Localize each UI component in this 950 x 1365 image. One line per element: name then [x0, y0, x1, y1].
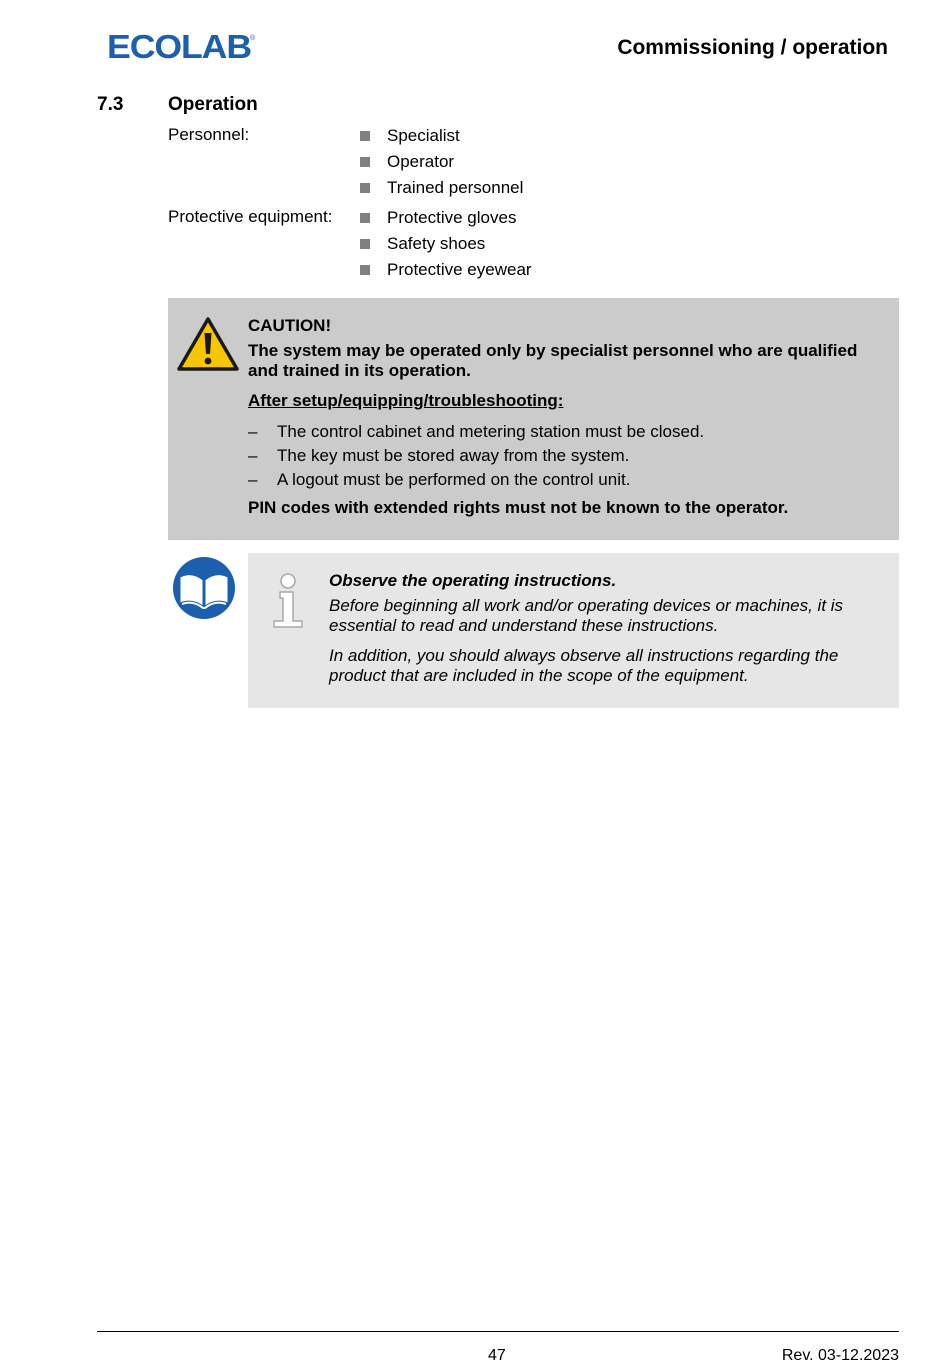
caution-footer-text: PIN codes with extended rights must not be known to the operator.	[248, 498, 789, 517]
footer-divider	[97, 1331, 899, 1332]
protective-equipment-label: Protective equipment:	[168, 207, 333, 226]
list-item: – A logout must be performed on the control unit.	[248, 470, 631, 489]
info-paragraph: In addition, you should always observe all instructions regarding the product that are included in the scope of the equipment.	[329, 646, 839, 685]
list-item: Specialist	[360, 123, 523, 149]
section-title: Operation	[168, 94, 258, 115]
page-number: 47	[488, 1347, 506, 1364]
ecolab-logo	[107, 30, 257, 67]
protective-equipment-list	[360, 205, 532, 283]
info-heading: Observe the operating instructions.	[329, 571, 617, 590]
bullet-square-icon	[360, 213, 370, 223]
list-item: Safety shoes	[360, 231, 532, 257]
bullet-square-icon	[360, 183, 370, 193]
list-item: – The control cabinet and metering station must be closed.	[248, 422, 705, 441]
svg-text:ECOLAB: ECOLAB	[107, 30, 252, 62]
list-item: Operator	[360, 149, 523, 175]
revision-label: Rev. 03-12.2023	[781, 1347, 899, 1364]
bullet-square-icon	[360, 265, 370, 275]
caution-text: The system may be operated only by specialist personnel who are qualified and trained in its operation.	[248, 341, 858, 380]
info-paragraph: Before beginning all work and/or operating devices or machines, it is essential to read and understand these instructions.	[329, 596, 844, 635]
personnel-list	[360, 123, 523, 201]
bullet-square-icon	[360, 239, 370, 249]
list-item: – The key must be stored away from the system.	[248, 446, 630, 465]
info-icon	[272, 572, 304, 635]
caution-subheading: After setup/equipping/troubleshooting:	[248, 391, 564, 410]
list-item: Protective eyewear	[360, 257, 532, 283]
page-header-title: Commissioning / operation	[617, 36, 888, 59]
bullet-square-icon	[360, 131, 370, 141]
svg-text:®: ®	[250, 35, 256, 42]
warning-icon	[176, 316, 240, 377]
book-icon	[168, 553, 240, 630]
list-item: Protective gloves	[360, 205, 532, 231]
section-number: 7.3	[97, 94, 124, 115]
info-content	[329, 571, 889, 686]
personnel-label: Personnel:	[168, 125, 250, 144]
caution-heading: CAUTION!	[248, 316, 332, 335]
caution-list	[248, 420, 878, 492]
caution-content	[248, 316, 878, 518]
list-item: Trained personnel	[360, 175, 523, 201]
bullet-square-icon	[360, 157, 370, 167]
